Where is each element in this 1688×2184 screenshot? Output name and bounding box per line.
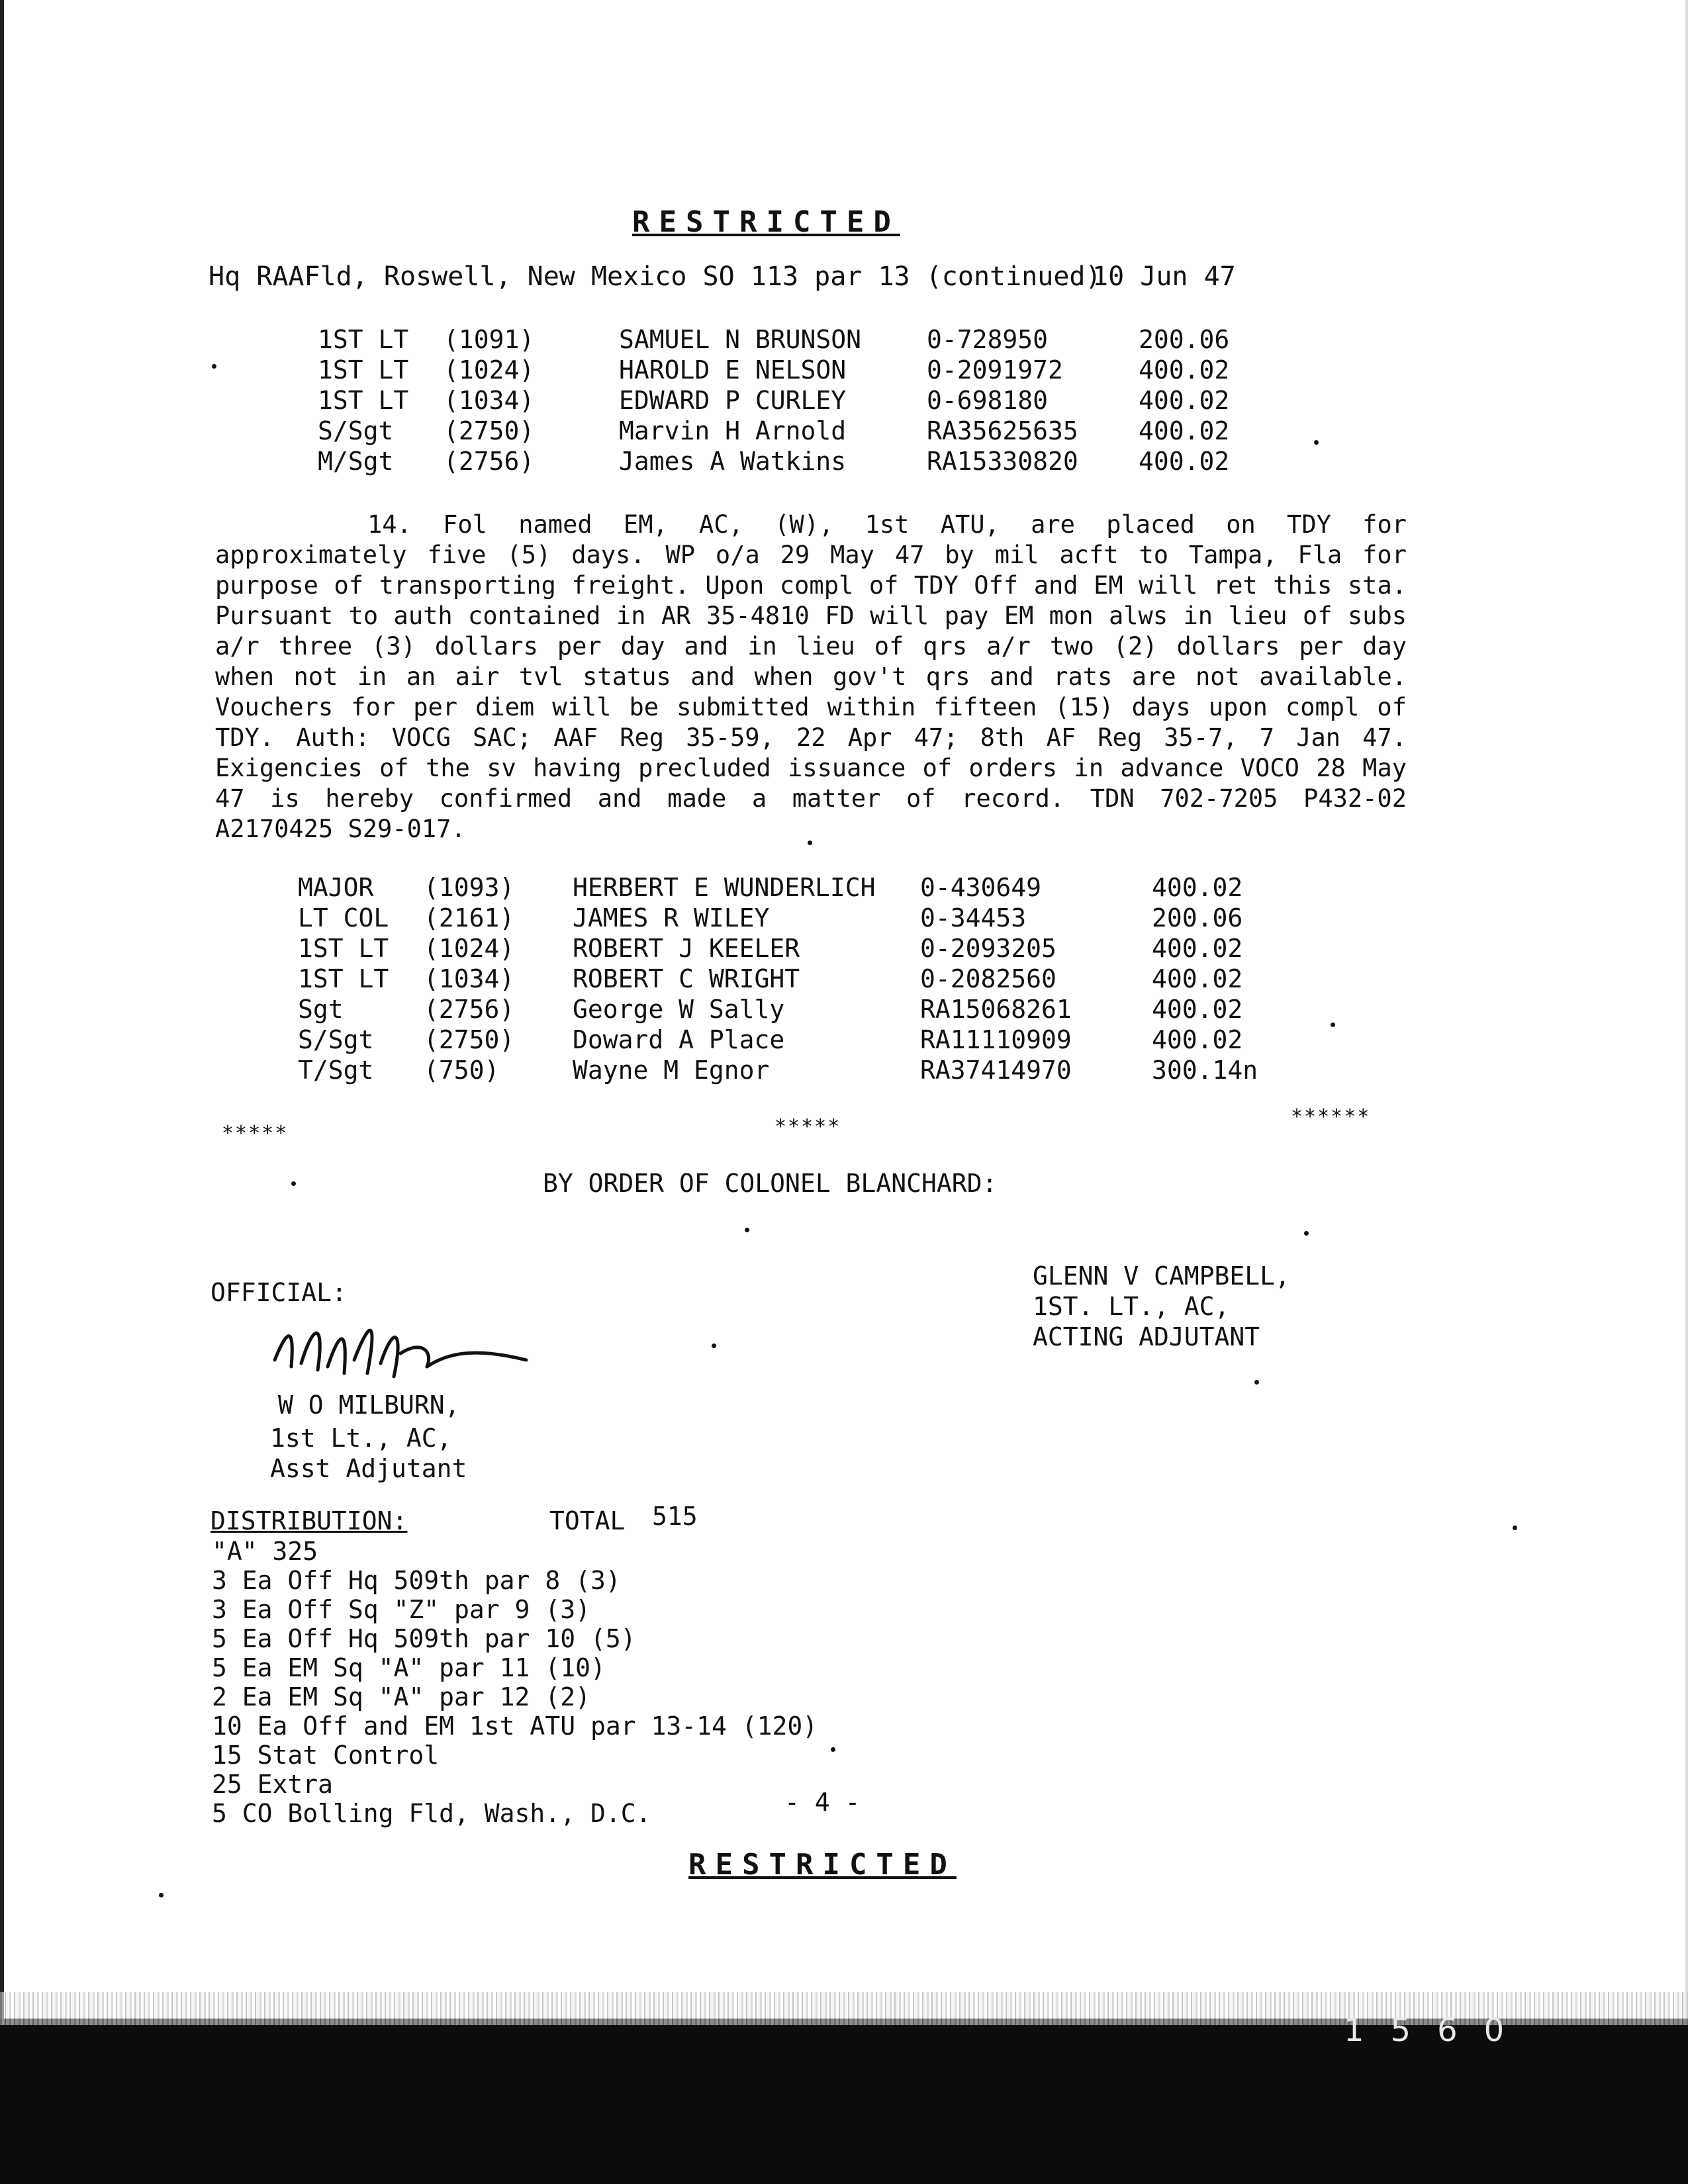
list-item: 5 Ea EM Sq "A" par 11 (10): [212, 1653, 606, 1682]
name: ROBERT J KEELER: [573, 934, 800, 963]
list-item: 3 Ea Off Sq "Z" par 9 (3): [212, 1595, 590, 1624]
amount: 400.02: [1139, 355, 1230, 385]
list-item: 5 Ea Off Hq 509th par 10 (5): [212, 1624, 636, 1653]
amount: 200.06: [1152, 903, 1243, 933]
scan-speck: [712, 1343, 716, 1348]
serial-number: 0-728950: [927, 325, 1049, 354]
scan-speck: [808, 841, 812, 845]
rank: T/Sgt: [298, 1056, 374, 1085]
official-title: Asst Adjutant: [270, 1454, 467, 1483]
name: Wayne M Egnor: [573, 1056, 770, 1085]
amount: 400.02: [1152, 1025, 1243, 1054]
serial-number: 0-430649: [920, 873, 1042, 902]
list-item: "A" 325: [212, 1537, 318, 1566]
rank: MAJOR: [298, 873, 374, 902]
mos-code: (1024): [444, 355, 535, 385]
mos-code: (1093): [424, 873, 515, 902]
serial-number: RA15330820: [927, 447, 1078, 476]
name: EDWARD P CURLEY: [619, 386, 847, 415]
serial-number: 0-34453: [920, 903, 1027, 933]
mos-code: (1034): [444, 386, 535, 415]
page-number: - 4 -: [784, 1788, 861, 1817]
separator-center: *****: [774, 1115, 841, 1138]
mos-code: (1034): [424, 964, 515, 993]
scan-speck: [1331, 1023, 1335, 1027]
amount: 200.06: [1139, 325, 1230, 354]
table-row: [298, 933, 1324, 964]
table-row: [298, 872, 1324, 903]
amount: 400.02: [1152, 964, 1243, 993]
by-order-line: BY ORDER OF COLONEL BLANCHARD:: [543, 1169, 998, 1198]
adjutant-rank: 1ST. LT., AC,: [1033, 1292, 1230, 1321]
table-row: [318, 446, 1311, 477]
scan-speck: [291, 1181, 296, 1186]
scan-speck: [159, 1893, 164, 1897]
name: HERBERT E WUNDERLICH: [573, 873, 876, 902]
order-line: Hq RAAFld, Roswell, New Mexico SO 113 par 13 (continued): [209, 261, 1102, 292]
serial-number: RA15068261: [920, 995, 1072, 1024]
list-item: 5 CO Bolling Fld, Wash., D.C.: [212, 1799, 651, 1828]
name: HAROLD E NELSON: [619, 355, 847, 385]
serial-number: 0-2082560: [920, 964, 1056, 993]
list-item: 10 Ea Off and EM 1st ATU par 13-14 (120): [212, 1711, 818, 1741]
mos-code: (750): [424, 1056, 500, 1085]
scan-speck: [212, 364, 216, 369]
scan-speck: [1314, 440, 1319, 445]
scan-speck: [745, 1228, 749, 1232]
serial-number: RA11110909: [920, 1025, 1072, 1054]
scan-speck: [1513, 1525, 1517, 1530]
paragraph-14: 14. Fol named EM, AC, (W), 1st ATU, are placed on TDY for approximately five (5) days. WP o/a 29 May 47 by mil acft to Tampa, Fla for purpose of transporting freight. Upon compl of TDY Off and EM will ret this sta. Pursuant to auth contained in AR 35-4810 FD will pay EM mon alws in lieu of subs a/r three (3) dollars per day and in lieu of qrs a/r two (2) dollars per day when not in an air tvl status and when gov't qrs and rats are not available. Vouchers for per diem will be submitted within fifteen (15) days upon compl of TDY. Auth: VOCG SAC; AAF Reg 35-59, 22 Apr 47; 8th AF Reg 35-7, 7 Jan 47. Exigencies of the sv having precluded issuance of orders in advance VOCO 28 May 47 is hereby confirmed and made a matter of record. TDN 702-7205 P432-02 A2170425 S29-017.: [215, 510, 1407, 843]
name: JAMES R WILEY: [573, 903, 770, 933]
handwritten-signature: [261, 1314, 539, 1387]
restricted-header: RESTRICTED: [632, 205, 900, 239]
adjutant-title: ACTING ADJUTANT: [1033, 1322, 1260, 1351]
amount: 400.02: [1152, 934, 1243, 963]
table-row: [318, 416, 1311, 446]
official-name: W O MILBURN,: [278, 1390, 460, 1420]
mos-code: (2750): [424, 1025, 515, 1054]
rank: S/Sgt: [298, 1025, 374, 1054]
table-row: [318, 355, 1311, 385]
table-row: [298, 964, 1324, 994]
amount: 400.02: [1139, 386, 1230, 415]
rank: 1ST LT: [298, 934, 389, 963]
roster-table-1: [318, 324, 1311, 477]
rank: 1ST LT: [318, 386, 409, 415]
roster-table-2: [298, 872, 1324, 1085]
mos-code: (2756): [444, 447, 535, 476]
mos-code: (1091): [444, 325, 535, 354]
distribution-total-label: TOTAL: [549, 1506, 626, 1535]
name: George W Sally: [573, 995, 785, 1024]
mos-code: (1024): [424, 934, 515, 963]
rank: LT COL: [298, 903, 389, 933]
table-row: [298, 1055, 1324, 1085]
table-row: [298, 994, 1324, 1024]
name: James A Watkins: [619, 447, 847, 476]
scan-speck: [1254, 1380, 1259, 1385]
adjutant-name: GLENN V CAMPBELL,: [1033, 1261, 1290, 1291]
distribution-label: DISTRIBUTION:: [211, 1506, 408, 1535]
amount: 400.02: [1152, 873, 1243, 902]
official-label: OFFICIAL:: [211, 1278, 347, 1307]
list-item: 3 Ea Off Hq 509th par 8 (3): [212, 1566, 621, 1595]
official-rank: 1st Lt., AC,: [270, 1424, 452, 1453]
rank: M/Sgt: [318, 447, 394, 476]
rank: S/Sgt: [318, 416, 394, 445]
scan-edge-right: [1685, 0, 1688, 2019]
mos-code: (2750): [444, 416, 535, 445]
restricted-footer: RESTRICTED: [688, 1848, 957, 1882]
mos-code: (2756): [424, 995, 515, 1024]
serial-number: 0-2093205: [920, 934, 1056, 963]
archive-stamp-number: 1560: [1344, 2012, 1531, 2049]
serial-number: RA37414970: [920, 1056, 1072, 1085]
name: SAMUEL N BRUNSON: [619, 325, 862, 354]
rank: 1ST LT: [298, 964, 389, 993]
serial-number: 0-2091972: [927, 355, 1063, 385]
serial-number: RA35625635: [927, 416, 1078, 445]
rank: Sgt: [298, 995, 344, 1024]
table-row: [318, 385, 1311, 416]
list-item: 25 Extra: [212, 1770, 334, 1799]
mos-code: (2161): [424, 903, 515, 933]
distribution-list: [212, 1537, 818, 1828]
name: ROBERT C WRIGHT: [573, 964, 800, 993]
list-item: 15 Stat Control: [212, 1741, 440, 1770]
serial-number: 0-698180: [927, 386, 1049, 415]
rank: 1ST LT: [318, 355, 409, 385]
scan-speck: [1304, 1231, 1309, 1236]
list-item: 2 Ea EM Sq "A" par 12 (2): [212, 1682, 590, 1711]
amount: 400.02: [1152, 995, 1243, 1024]
name: Marvin H Arnold: [619, 416, 847, 445]
scan-edge-left: [0, 0, 4, 2019]
amount: 400.02: [1139, 447, 1230, 476]
rank: 1ST LT: [318, 325, 409, 354]
table-row: [298, 1024, 1324, 1055]
table-row: [318, 324, 1311, 355]
order-date: 10 Jun 47: [1092, 261, 1236, 292]
name: Doward A Place: [573, 1025, 785, 1054]
separator-left: *****: [222, 1122, 289, 1145]
separator-right: ******: [1291, 1105, 1371, 1128]
amount: 300.14n: [1152, 1056, 1258, 1085]
distribution-total-value: 515: [652, 1502, 698, 1531]
amount: 400.02: [1139, 416, 1230, 445]
scan-speck: [831, 1747, 835, 1752]
table-row: [298, 903, 1324, 933]
